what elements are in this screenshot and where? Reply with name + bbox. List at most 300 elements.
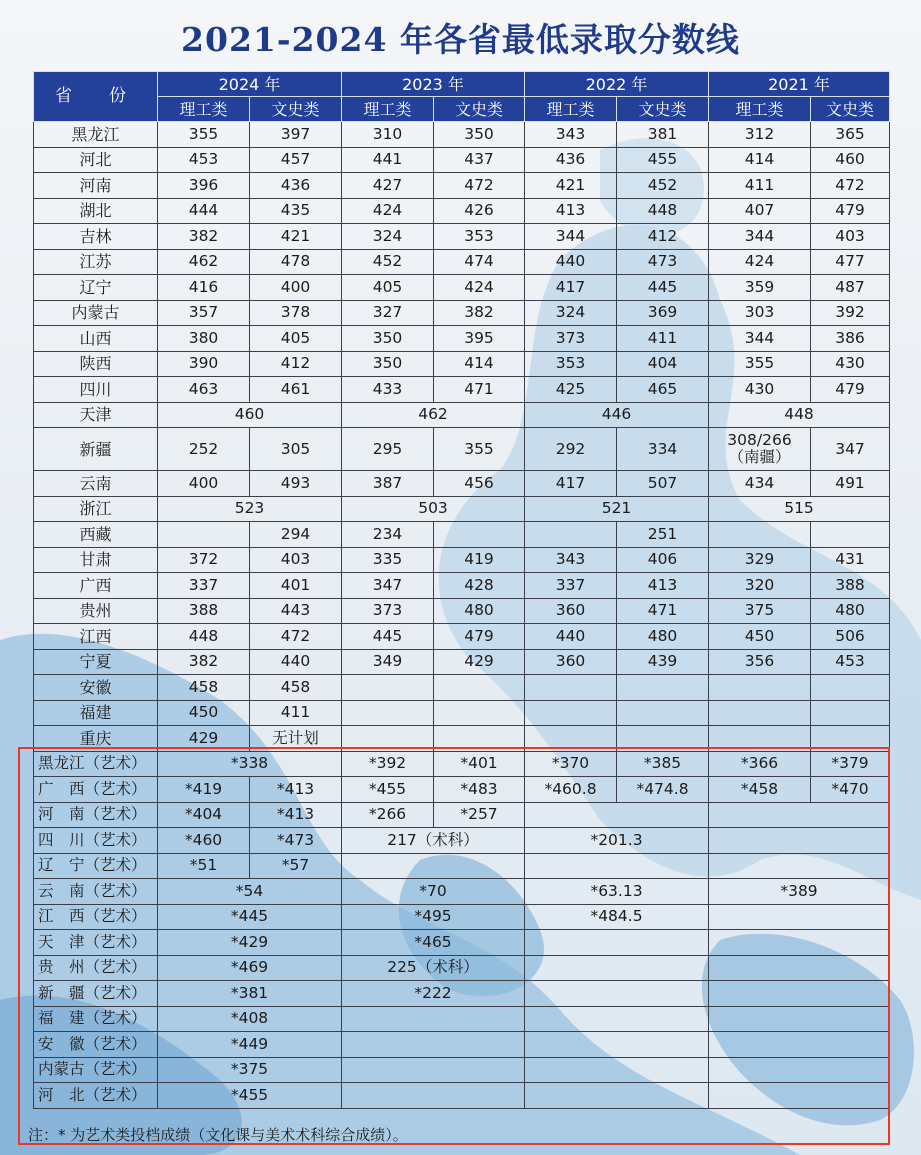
score-cell: 435 <box>250 198 342 224</box>
score-cell: 433 <box>342 377 434 403</box>
score-cell: 439 <box>617 649 709 675</box>
score-cell: 350 <box>342 351 434 377</box>
score-cell: 350 <box>342 326 434 352</box>
score-cell: *375 <box>158 1057 342 1083</box>
score-cell: 405 <box>342 275 434 301</box>
score-cell: 252 <box>158 428 250 471</box>
score-cell: 292 <box>525 428 617 471</box>
score-cell: *385 <box>617 751 709 777</box>
score-cell: 429 <box>158 726 250 752</box>
table-row <box>34 726 890 752</box>
province-cell: 吉林 <box>34 224 158 250</box>
score-cell: *222 <box>342 981 525 1007</box>
score-cell <box>434 675 525 701</box>
score-cell: 404 <box>617 351 709 377</box>
score-cell: 335 <box>342 547 434 573</box>
province-cell: 江苏 <box>34 249 158 275</box>
score-cell: *404 <box>158 802 250 828</box>
province-cell: 四川 <box>34 377 158 403</box>
score-cell: 350 <box>434 122 525 148</box>
table-row <box>34 224 890 250</box>
score-cell: 388 <box>811 573 890 599</box>
score-cell <box>525 930 709 956</box>
score-cell: 458 <box>250 675 342 701</box>
province-cell: 广 西（艺术） <box>34 777 158 803</box>
score-cell: 382 <box>158 649 250 675</box>
score-cell: 403 <box>250 547 342 573</box>
table-row <box>34 598 890 624</box>
score-cell: 343 <box>525 122 617 148</box>
province-cell: 宁夏 <box>34 649 158 675</box>
province-cell: 黑龙江 <box>34 122 158 148</box>
score-cell <box>342 1006 525 1032</box>
score-cell: *455 <box>342 777 434 803</box>
score-cell: *474.8 <box>617 777 709 803</box>
score-cell: 353 <box>525 351 617 377</box>
score-cell <box>342 726 434 752</box>
score-cell: 480 <box>617 624 709 650</box>
table-row <box>34 802 890 828</box>
table-row <box>34 1032 890 1058</box>
score-cell: 457 <box>250 147 342 173</box>
score-cell: 414 <box>434 351 525 377</box>
score-cell: *381 <box>158 981 342 1007</box>
table-row <box>34 496 890 522</box>
score-cell: 360 <box>525 649 617 675</box>
score-cell: 428 <box>434 573 525 599</box>
score-cell: 310 <box>342 122 434 148</box>
score-cell: *401 <box>434 751 525 777</box>
score-cell: 471 <box>434 377 525 403</box>
score-cell: 507 <box>617 471 709 497</box>
table-row <box>34 471 890 497</box>
table-row <box>34 402 890 428</box>
table-row <box>34 275 890 301</box>
score-cell: 305 <box>250 428 342 471</box>
score-cell: 421 <box>525 173 617 199</box>
score-cell <box>434 522 525 548</box>
score-cell: 515 <box>709 496 890 522</box>
score-cell: 479 <box>434 624 525 650</box>
score-cell: *458 <box>709 777 811 803</box>
score-cell: 308/266 （南疆） <box>709 428 811 471</box>
score-cell: 430 <box>811 351 890 377</box>
score-cell: 417 <box>525 275 617 301</box>
province-cell: 西藏 <box>34 522 158 548</box>
table-row <box>34 624 890 650</box>
table-row <box>34 326 890 352</box>
score-cell <box>709 955 890 981</box>
province-cell: 重庆 <box>34 726 158 752</box>
score-cell: 373 <box>342 598 434 624</box>
score-cell: *413 <box>250 802 342 828</box>
province-cell: 福 建（艺术） <box>34 1006 158 1032</box>
table-row <box>34 122 890 148</box>
score-cell: 440 <box>250 649 342 675</box>
score-cell: 472 <box>250 624 342 650</box>
score-cell: *379 <box>811 751 890 777</box>
score-cell <box>709 828 890 854</box>
score-cell: 426 <box>434 198 525 224</box>
score-cell: 479 <box>811 377 890 403</box>
score-cell: 337 <box>525 573 617 599</box>
score-cell: 450 <box>709 624 811 650</box>
score-cell: 478 <box>250 249 342 275</box>
score-table <box>33 71 890 1109</box>
score-cell: 412 <box>250 351 342 377</box>
province-cell: 福建 <box>34 700 158 726</box>
score-cell: *460.8 <box>525 777 617 803</box>
score-cell: 217（术科） <box>342 828 525 854</box>
province-cell: 云南 <box>34 471 158 497</box>
score-cell: 324 <box>525 300 617 326</box>
score-cell: *484.5 <box>525 904 709 930</box>
score-cell: 448 <box>158 624 250 650</box>
table-row <box>34 955 890 981</box>
score-cell: 419 <box>434 547 525 573</box>
score-cell: 406 <box>617 547 709 573</box>
score-cell: *338 <box>158 751 342 777</box>
score-cell <box>342 1032 525 1058</box>
score-cell <box>525 853 709 879</box>
score-cell: 445 <box>342 624 434 650</box>
score-cell <box>342 1083 525 1109</box>
score-cell: 411 <box>617 326 709 352</box>
score-cell: 463 <box>158 377 250 403</box>
province-cell: 安徽 <box>34 675 158 701</box>
score-cell: 329 <box>709 547 811 573</box>
score-cell: 493 <box>250 471 342 497</box>
score-cell: *445 <box>158 904 342 930</box>
province-cell: 河南 <box>34 173 158 199</box>
score-cell: 369 <box>617 300 709 326</box>
header-sub: 文史类 <box>434 97 525 122</box>
score-cell: 425 <box>525 377 617 403</box>
province-cell: 黑龙江（艺术） <box>34 751 158 777</box>
score-cell: *392 <box>342 751 434 777</box>
province-cell: 辽宁 <box>34 275 158 301</box>
score-cell: 413 <box>525 198 617 224</box>
table-row <box>34 675 890 701</box>
header-sub: 文史类 <box>811 97 890 122</box>
score-cell: 356 <box>709 649 811 675</box>
score-cell: 395 <box>434 326 525 352</box>
score-cell: 386 <box>811 326 890 352</box>
score-cell: *51 <box>158 853 250 879</box>
table-row <box>34 879 890 905</box>
score-cell: 401 <box>250 573 342 599</box>
score-cell: 295 <box>342 428 434 471</box>
header-province: 省 份 <box>34 72 158 122</box>
score-cell: 460 <box>811 147 890 173</box>
province-cell: 河 北（艺术） <box>34 1083 158 1109</box>
score-cell <box>525 522 617 548</box>
score-cell: 440 <box>525 249 617 275</box>
score-cell: 434 <box>709 471 811 497</box>
score-cell <box>709 981 890 1007</box>
score-cell: 491 <box>811 471 890 497</box>
score-cell: 234 <box>342 522 434 548</box>
score-cell: 421 <box>250 224 342 250</box>
score-cell: 355 <box>158 122 250 148</box>
score-cell: 417 <box>525 471 617 497</box>
score-cell: *408 <box>158 1006 342 1032</box>
score-cell: 355 <box>709 351 811 377</box>
score-cell: 405 <box>250 326 342 352</box>
score-cell: 443 <box>250 598 342 624</box>
table-row <box>34 428 890 471</box>
score-cell: *449 <box>158 1032 342 1058</box>
score-cell: *419 <box>158 777 250 803</box>
score-cell: 453 <box>811 649 890 675</box>
table-row <box>34 249 890 275</box>
province-cell: 河 南（艺术） <box>34 802 158 828</box>
score-cell <box>342 675 434 701</box>
score-cell: 347 <box>342 573 434 599</box>
score-cell: 479 <box>811 198 890 224</box>
score-cell: 360 <box>525 598 617 624</box>
score-cell: 388 <box>158 598 250 624</box>
table-row <box>34 300 890 326</box>
score-cell: *495 <box>342 904 525 930</box>
header-year-2021: 2021 年 <box>709 72 890 97</box>
province-cell: 天 津（艺术） <box>34 930 158 956</box>
province-cell: 江 西（艺术） <box>34 904 158 930</box>
province-cell: 江西 <box>34 624 158 650</box>
score-cell <box>617 726 709 752</box>
table-row <box>34 522 890 548</box>
score-cell: 324 <box>342 224 434 250</box>
score-cell: 472 <box>811 173 890 199</box>
score-cell: 411 <box>709 173 811 199</box>
table-row <box>34 853 890 879</box>
score-cell: 429 <box>434 649 525 675</box>
score-cell <box>525 802 709 828</box>
score-cell <box>709 1057 890 1083</box>
score-cell <box>525 1057 709 1083</box>
score-cell: 465 <box>617 377 709 403</box>
score-cell: 344 <box>709 224 811 250</box>
table-row <box>34 777 890 803</box>
score-cell: 456 <box>434 471 525 497</box>
score-cell: 392 <box>811 300 890 326</box>
score-cell <box>158 522 250 548</box>
header-sub: 理工类 <box>342 97 434 122</box>
score-cell: *455 <box>158 1083 342 1109</box>
score-cell <box>617 700 709 726</box>
score-cell: 453 <box>158 147 250 173</box>
score-cell: 455 <box>617 147 709 173</box>
score-cell <box>525 675 617 701</box>
score-cell: 381 <box>617 122 709 148</box>
page-title: 2021-2024 年各省最低录取分数线 <box>181 20 740 59</box>
score-cell: 444 <box>158 198 250 224</box>
score-cell <box>525 981 709 1007</box>
score-cell: 400 <box>250 275 342 301</box>
score-cell: 355 <box>434 428 525 471</box>
score-cell <box>811 675 890 701</box>
score-cell: 523 <box>158 496 342 522</box>
province-cell: 云 南（艺术） <box>34 879 158 905</box>
province-cell: 辽 宁（艺术） <box>34 853 158 879</box>
table-row <box>34 751 890 777</box>
score-cell: 357 <box>158 300 250 326</box>
table-row <box>34 547 890 573</box>
province-cell: 内蒙古 <box>34 300 158 326</box>
score-cell: 461 <box>250 377 342 403</box>
score-cell <box>525 700 617 726</box>
score-cell: 343 <box>525 547 617 573</box>
score-cell <box>709 802 890 828</box>
score-cell <box>525 1032 709 1058</box>
footnote: 注：* 为艺术类投档成绩（文化课与美术术科综合成绩）。 <box>28 1126 408 1144</box>
score-cell: 349 <box>342 649 434 675</box>
table-row <box>34 1006 890 1032</box>
province-cell: 贵州 <box>34 598 158 624</box>
score-cell <box>709 1032 890 1058</box>
province-cell: 内蒙古（艺术） <box>34 1057 158 1083</box>
score-cell: 448 <box>709 402 890 428</box>
score-cell <box>434 700 525 726</box>
header-sub: 理工类 <box>709 97 811 122</box>
score-cell: 448 <box>617 198 709 224</box>
header-sub: 文史类 <box>250 97 342 122</box>
score-cell: 462 <box>342 402 525 428</box>
score-cell: 413 <box>617 573 709 599</box>
province-cell: 陕西 <box>34 351 158 377</box>
province-cell: 安 徽（艺术） <box>34 1032 158 1058</box>
score-cell <box>709 904 890 930</box>
province-cell: 天津 <box>34 402 158 428</box>
header-sub: 文史类 <box>617 97 709 122</box>
header-year-2024: 2024 年 <box>158 72 342 97</box>
score-cell: *57 <box>250 853 342 879</box>
score-cell: 无计划 <box>250 726 342 752</box>
score-cell: 312 <box>709 122 811 148</box>
score-cell <box>709 853 890 879</box>
score-cell: 521 <box>525 496 709 522</box>
score-cell: 441 <box>342 147 434 173</box>
score-cell <box>709 700 811 726</box>
table-row <box>34 700 890 726</box>
table-row <box>34 573 890 599</box>
score-cell: 412 <box>617 224 709 250</box>
score-cell: 344 <box>709 326 811 352</box>
province-cell: 四 川（艺术） <box>34 828 158 854</box>
province-cell: 广西 <box>34 573 158 599</box>
province-cell: 山西 <box>34 326 158 352</box>
table-row <box>34 981 890 1007</box>
score-cell: 372 <box>158 547 250 573</box>
score-cell: *370 <box>525 751 617 777</box>
score-cell: 480 <box>434 598 525 624</box>
table-row <box>34 1057 890 1083</box>
score-cell <box>811 726 890 752</box>
score-cell: *366 <box>709 751 811 777</box>
score-cell <box>709 675 811 701</box>
score-cell: 347 <box>811 428 890 471</box>
score-cell: 503 <box>342 496 525 522</box>
score-cell: 375 <box>709 598 811 624</box>
score-cell <box>342 700 434 726</box>
score-cell <box>525 726 617 752</box>
score-cell: 446 <box>525 402 709 428</box>
score-cell <box>709 1083 890 1109</box>
score-cell <box>709 930 890 956</box>
header-year-2023: 2023 年 <box>342 72 525 97</box>
score-cell: *429 <box>158 930 342 956</box>
score-cell <box>709 1006 890 1032</box>
province-cell: 甘肃 <box>34 547 158 573</box>
score-cell: *465 <box>342 930 525 956</box>
score-cell: 397 <box>250 122 342 148</box>
score-cell: *54 <box>158 879 342 905</box>
score-cell: 390 <box>158 351 250 377</box>
score-cell: 430 <box>709 377 811 403</box>
score-cell: *63.13 <box>525 879 709 905</box>
score-cell: *470 <box>811 777 890 803</box>
score-cell: 436 <box>250 173 342 199</box>
score-cell: 424 <box>709 249 811 275</box>
score-cell: 380 <box>158 326 250 352</box>
score-cell: 337 <box>158 573 250 599</box>
score-cell: 477 <box>811 249 890 275</box>
score-cell: 251 <box>617 522 709 548</box>
score-cell: *460 <box>158 828 250 854</box>
score-cell: 294 <box>250 522 342 548</box>
score-cell <box>811 522 890 548</box>
score-cell: *469 <box>158 955 342 981</box>
score-cell <box>525 955 709 981</box>
table-row <box>34 173 890 199</box>
score-cell: 487 <box>811 275 890 301</box>
score-cell: 452 <box>617 173 709 199</box>
score-cell: 396 <box>158 173 250 199</box>
score-cell: 458 <box>158 675 250 701</box>
province-cell: 新疆 <box>34 428 158 471</box>
province-cell: 新 疆（艺术） <box>34 981 158 1007</box>
score-cell: 403 <box>811 224 890 250</box>
score-cell: 359 <box>709 275 811 301</box>
score-cell: 303 <box>709 300 811 326</box>
score-cell: 400 <box>158 471 250 497</box>
score-cell: *413 <box>250 777 342 803</box>
province-cell: 湖北 <box>34 198 158 224</box>
score-cell: 344 <box>525 224 617 250</box>
score-cell: 473 <box>617 249 709 275</box>
score-cell <box>525 1006 709 1032</box>
table-row <box>34 377 890 403</box>
score-cell: *257 <box>434 802 525 828</box>
score-cell <box>342 853 525 879</box>
score-cell: 506 <box>811 624 890 650</box>
score-cell <box>434 726 525 752</box>
score-cell: 411 <box>250 700 342 726</box>
score-cell: 474 <box>434 249 525 275</box>
score-cell: 373 <box>525 326 617 352</box>
score-cell <box>342 1057 525 1083</box>
table-row <box>34 904 890 930</box>
score-cell <box>709 522 811 548</box>
score-cell: 387 <box>342 471 434 497</box>
score-cell: 365 <box>811 122 890 148</box>
table-row <box>34 147 890 173</box>
table-row <box>34 351 890 377</box>
score-cell: 416 <box>158 275 250 301</box>
score-cell: 460 <box>158 402 342 428</box>
score-cell: *266 <box>342 802 434 828</box>
score-cell: 424 <box>342 198 434 224</box>
